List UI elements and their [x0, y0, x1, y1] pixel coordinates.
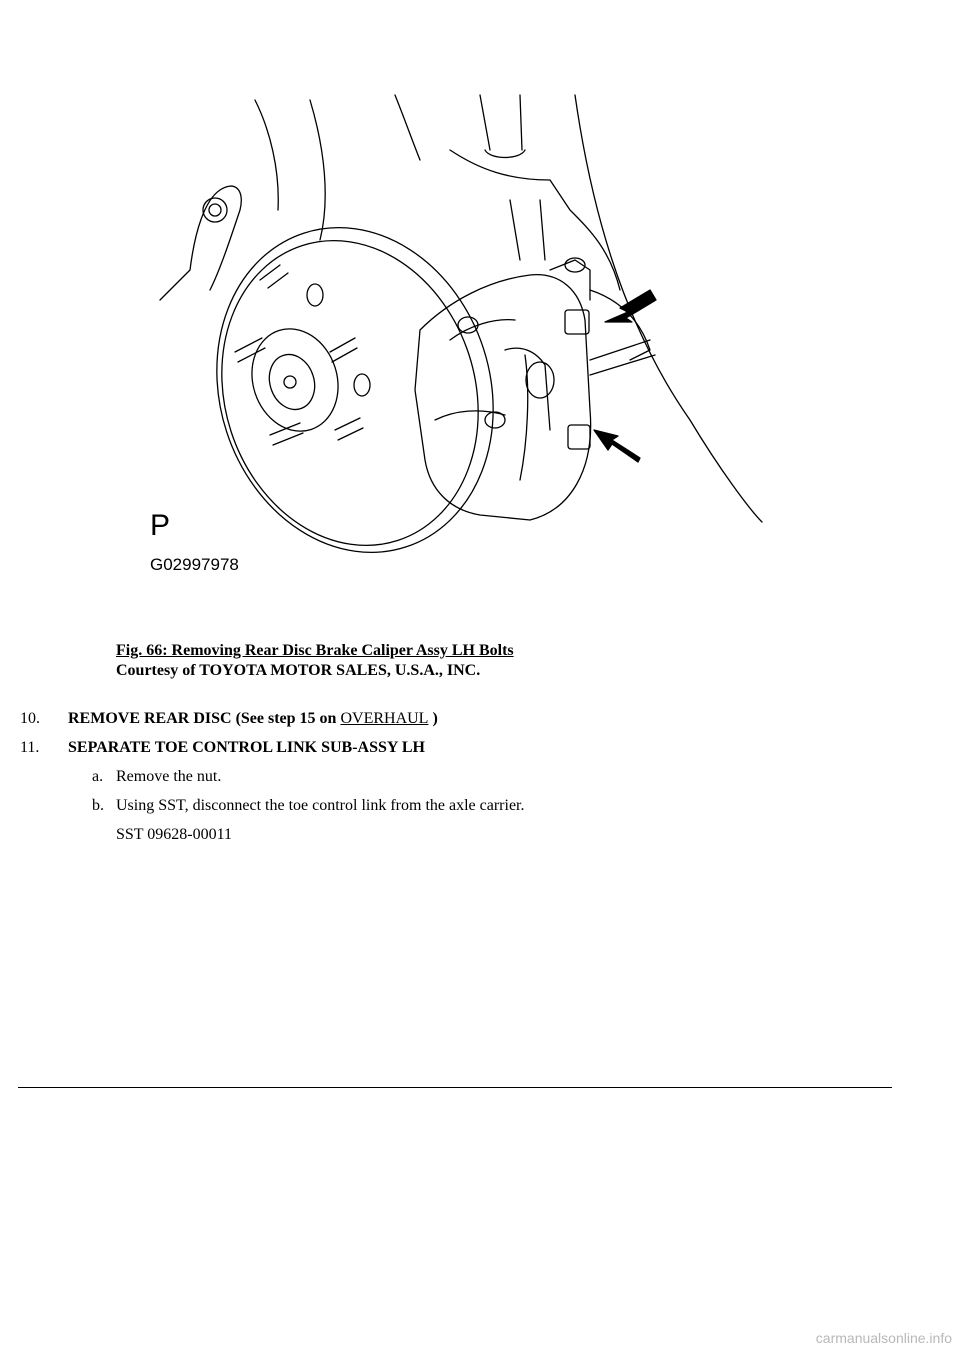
watermark-footer: carmanualsonline.info [815, 1330, 952, 1346]
page-divider [18, 1087, 892, 1088]
figure-caption [116, 641, 514, 681]
substep-text: Remove the nut. [116, 768, 222, 785]
substep-letter: b. [92, 797, 104, 814]
figure-caption-title[interactable]: Fig. 66: Removing Rear Disc Brake Caliper Assy LH Bolts [116, 642, 514, 659]
figure-caption-credit: Courtesy of TOYOTA MOTOR SALES, U.S.A., INC. [116, 662, 481, 679]
substep-b [92, 796, 524, 816]
step-title: REMOVE REAR DISC (See step 15 on [68, 710, 341, 727]
step-number: 10. [20, 710, 40, 727]
step-11 [20, 738, 425, 758]
figure-code: G02997978 [150, 555, 239, 574]
step-title: SEPARATE TOE CONTROL LINK SUB-ASSY LH [68, 739, 425, 756]
sst-note: SST 09628-00011 [116, 826, 233, 843]
step-10 [20, 709, 438, 729]
brake-caliper-illustration [150, 90, 770, 580]
overhaul-link[interactable]: OVERHAUL [340, 710, 429, 727]
substep-text: Using SST, disconnect the toe control link from the axle carrier. [116, 797, 525, 814]
figure-letter: P [150, 509, 171, 542]
substep-a [92, 767, 221, 787]
step-number: 11. [20, 739, 40, 756]
brake-caliper-drawing [150, 90, 770, 580]
step-title-suffix: ) [428, 710, 438, 727]
substep-letter: a. [92, 768, 104, 785]
